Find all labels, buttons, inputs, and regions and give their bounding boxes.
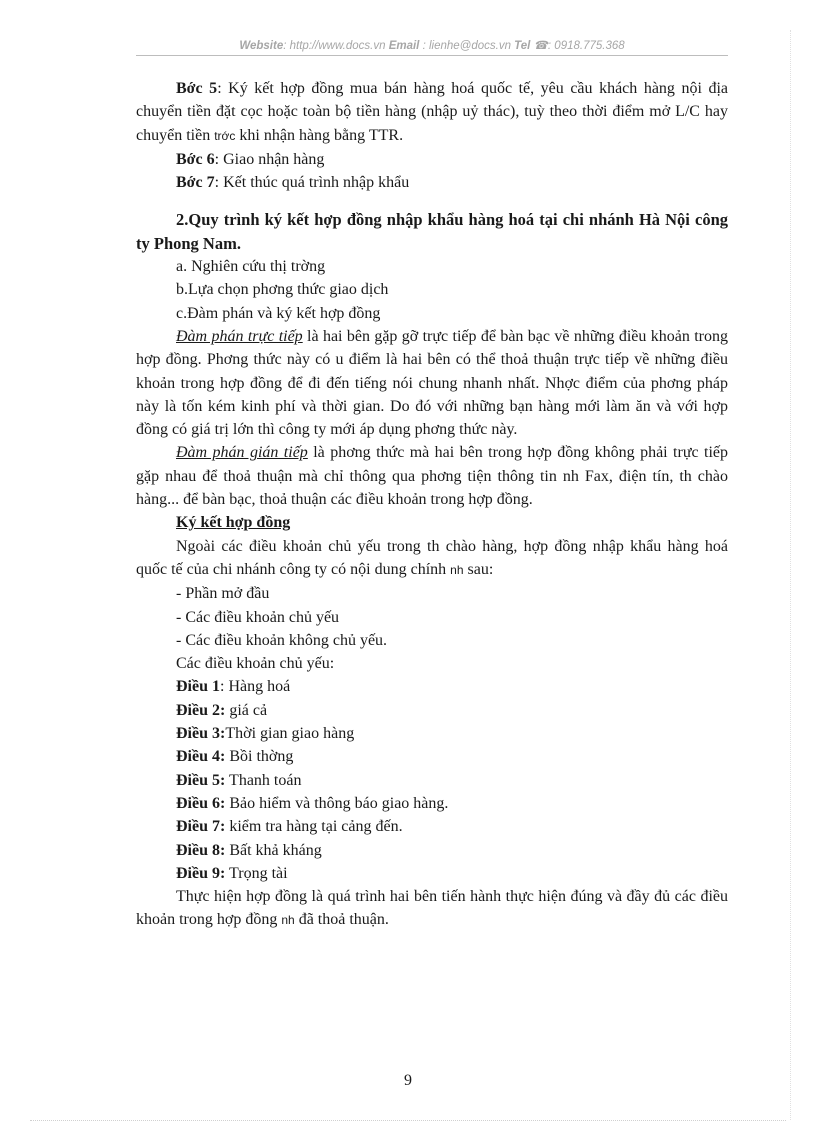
part-item: - Phần mở đầu (176, 585, 270, 603)
subsection-a: a. Nghiên cứu thị trờng (176, 258, 326, 276)
header-divider (136, 55, 728, 56)
article-item: Điều 8: Bất khả kháng (176, 841, 322, 859)
indirect-negotiation-term: Đàm phán gián tiếp (176, 444, 308, 462)
direct-negotiation-paragraph: Đàm phán trực tiếp là hai bên gặp gỡ trực tiếp để bàn bạc về những điều khoản trong hợp đồng. Phơng thức này có u điểm là hai bên có thể thoả thuận trực tiếp về những điều khoản trong hợp đồng để đi đến tiếng nói chung nhanh nhất. Nhợc điểm của phơng pháp này là tốn kém kinh phí và thời gian. Do đó với những bạn hàng mới làm ăn và với hợp đồng có giá trị lớn thì công ty mới áp dụng phơng thức này. (136, 327, 728, 439)
part-item: - Các điều khoản không chủ yếu. (176, 631, 388, 649)
website-value: : http://www.docs.vn (283, 40, 386, 52)
document-body (136, 77, 728, 933)
page-number: 9 (404, 1072, 412, 1089)
article-item: Điều 9: Trọng tài (176, 864, 288, 882)
email-value: : lienhe@docs.vn (422, 40, 511, 52)
step-7: Bớc 7: Kết thúc quá trình nhập khẩu (176, 174, 410, 192)
article-item: Điều 3:Thời gian giao hàng (176, 725, 355, 743)
tel-value: : 0918.775.368 (547, 40, 625, 52)
step-label: Bớc 7 (176, 174, 215, 192)
contract-intro: Ngoài các điều khoản chủ yếu trong th chào hàng, hợp đồng nhập khẩu hàng hoá quốc tế của chi nhánh công ty có nội dung chính nh sau: (136, 537, 728, 578)
article-item: Điều 5: Thanh toán (176, 771, 302, 789)
page-bottom-border (30, 1120, 786, 1121)
step-label: Bớc 6 (176, 150, 215, 168)
section-title: 2.Quy trình ký kết hợp đồng nhập khẩu hàng hoá tại chi nhánh Hà Nội công ty Phong Nam. (136, 210, 728, 253)
tel-label: Tel (514, 40, 531, 52)
page-header (136, 38, 728, 52)
email-label: Email (388, 40, 420, 52)
contract-heading: Ký kết hợp đồng (176, 514, 291, 532)
article-item: Điều 1: Hàng hoá (176, 678, 291, 696)
part-item: - Các điều khoản chủ yếu (176, 608, 340, 626)
article-item: Điều 2: giá cả (176, 701, 268, 719)
main-terms-label: Các điều khoản chủ yếu: (176, 655, 335, 673)
subsection-c: c.Đàm phán và ký kết hợp đồng (176, 304, 381, 322)
article-item: Điều 7: kiểm tra hàng tại cảng đến. (176, 818, 403, 836)
website-label: Website (239, 40, 284, 52)
article-item: Điều 4: Bồi thờng (176, 748, 294, 766)
closing-paragraph: Thực hiện hợp đồng là quá trình hai bên tiến hành thực hiện đúng và đầy đủ các điều khoản trong hợp đồng nh đã thoả thuận. (136, 888, 728, 929)
direct-negotiation-term: Đàm phán trực tiếp (176, 327, 303, 345)
indirect-negotiation-paragraph: Đàm phán gián tiếp là phơng thức mà hai bên trong hợp đồng không phải trực tiếp gặp nhau để thoả thuận mà chỉ thông qua phơng tiện thông tin nh Fax, điện tín, th chào hàng... để bàn bạc, thoả thuận các điều khoản trong hợp đồng. (136, 444, 729, 509)
page-right-border (790, 30, 791, 1120)
phone-icon: ☎ (533, 40, 548, 52)
subsection-b: b.Lựa chọn phơng thức giao dịch (176, 281, 389, 299)
step-6: Bớc 6: Giao nhận hàng (176, 150, 325, 168)
step-5: Bớc 5: Ký kết hợp đồng mua bán hàng hoá quốc tế, yêu cầu khách hàng nội địa chuyển tiền đặt cọc hoặc toàn bộ tiền hàng (nhập uỷ thác), tuỳ theo thời điểm mở L/C hay chuyển tiền trớc khi nhận hàng bằng TTR. (136, 80, 729, 144)
step-label: Bớc 5 (176, 80, 218, 97)
article-item: Điều 6: Bảo hiểm và thông báo giao hàng. (176, 794, 449, 812)
